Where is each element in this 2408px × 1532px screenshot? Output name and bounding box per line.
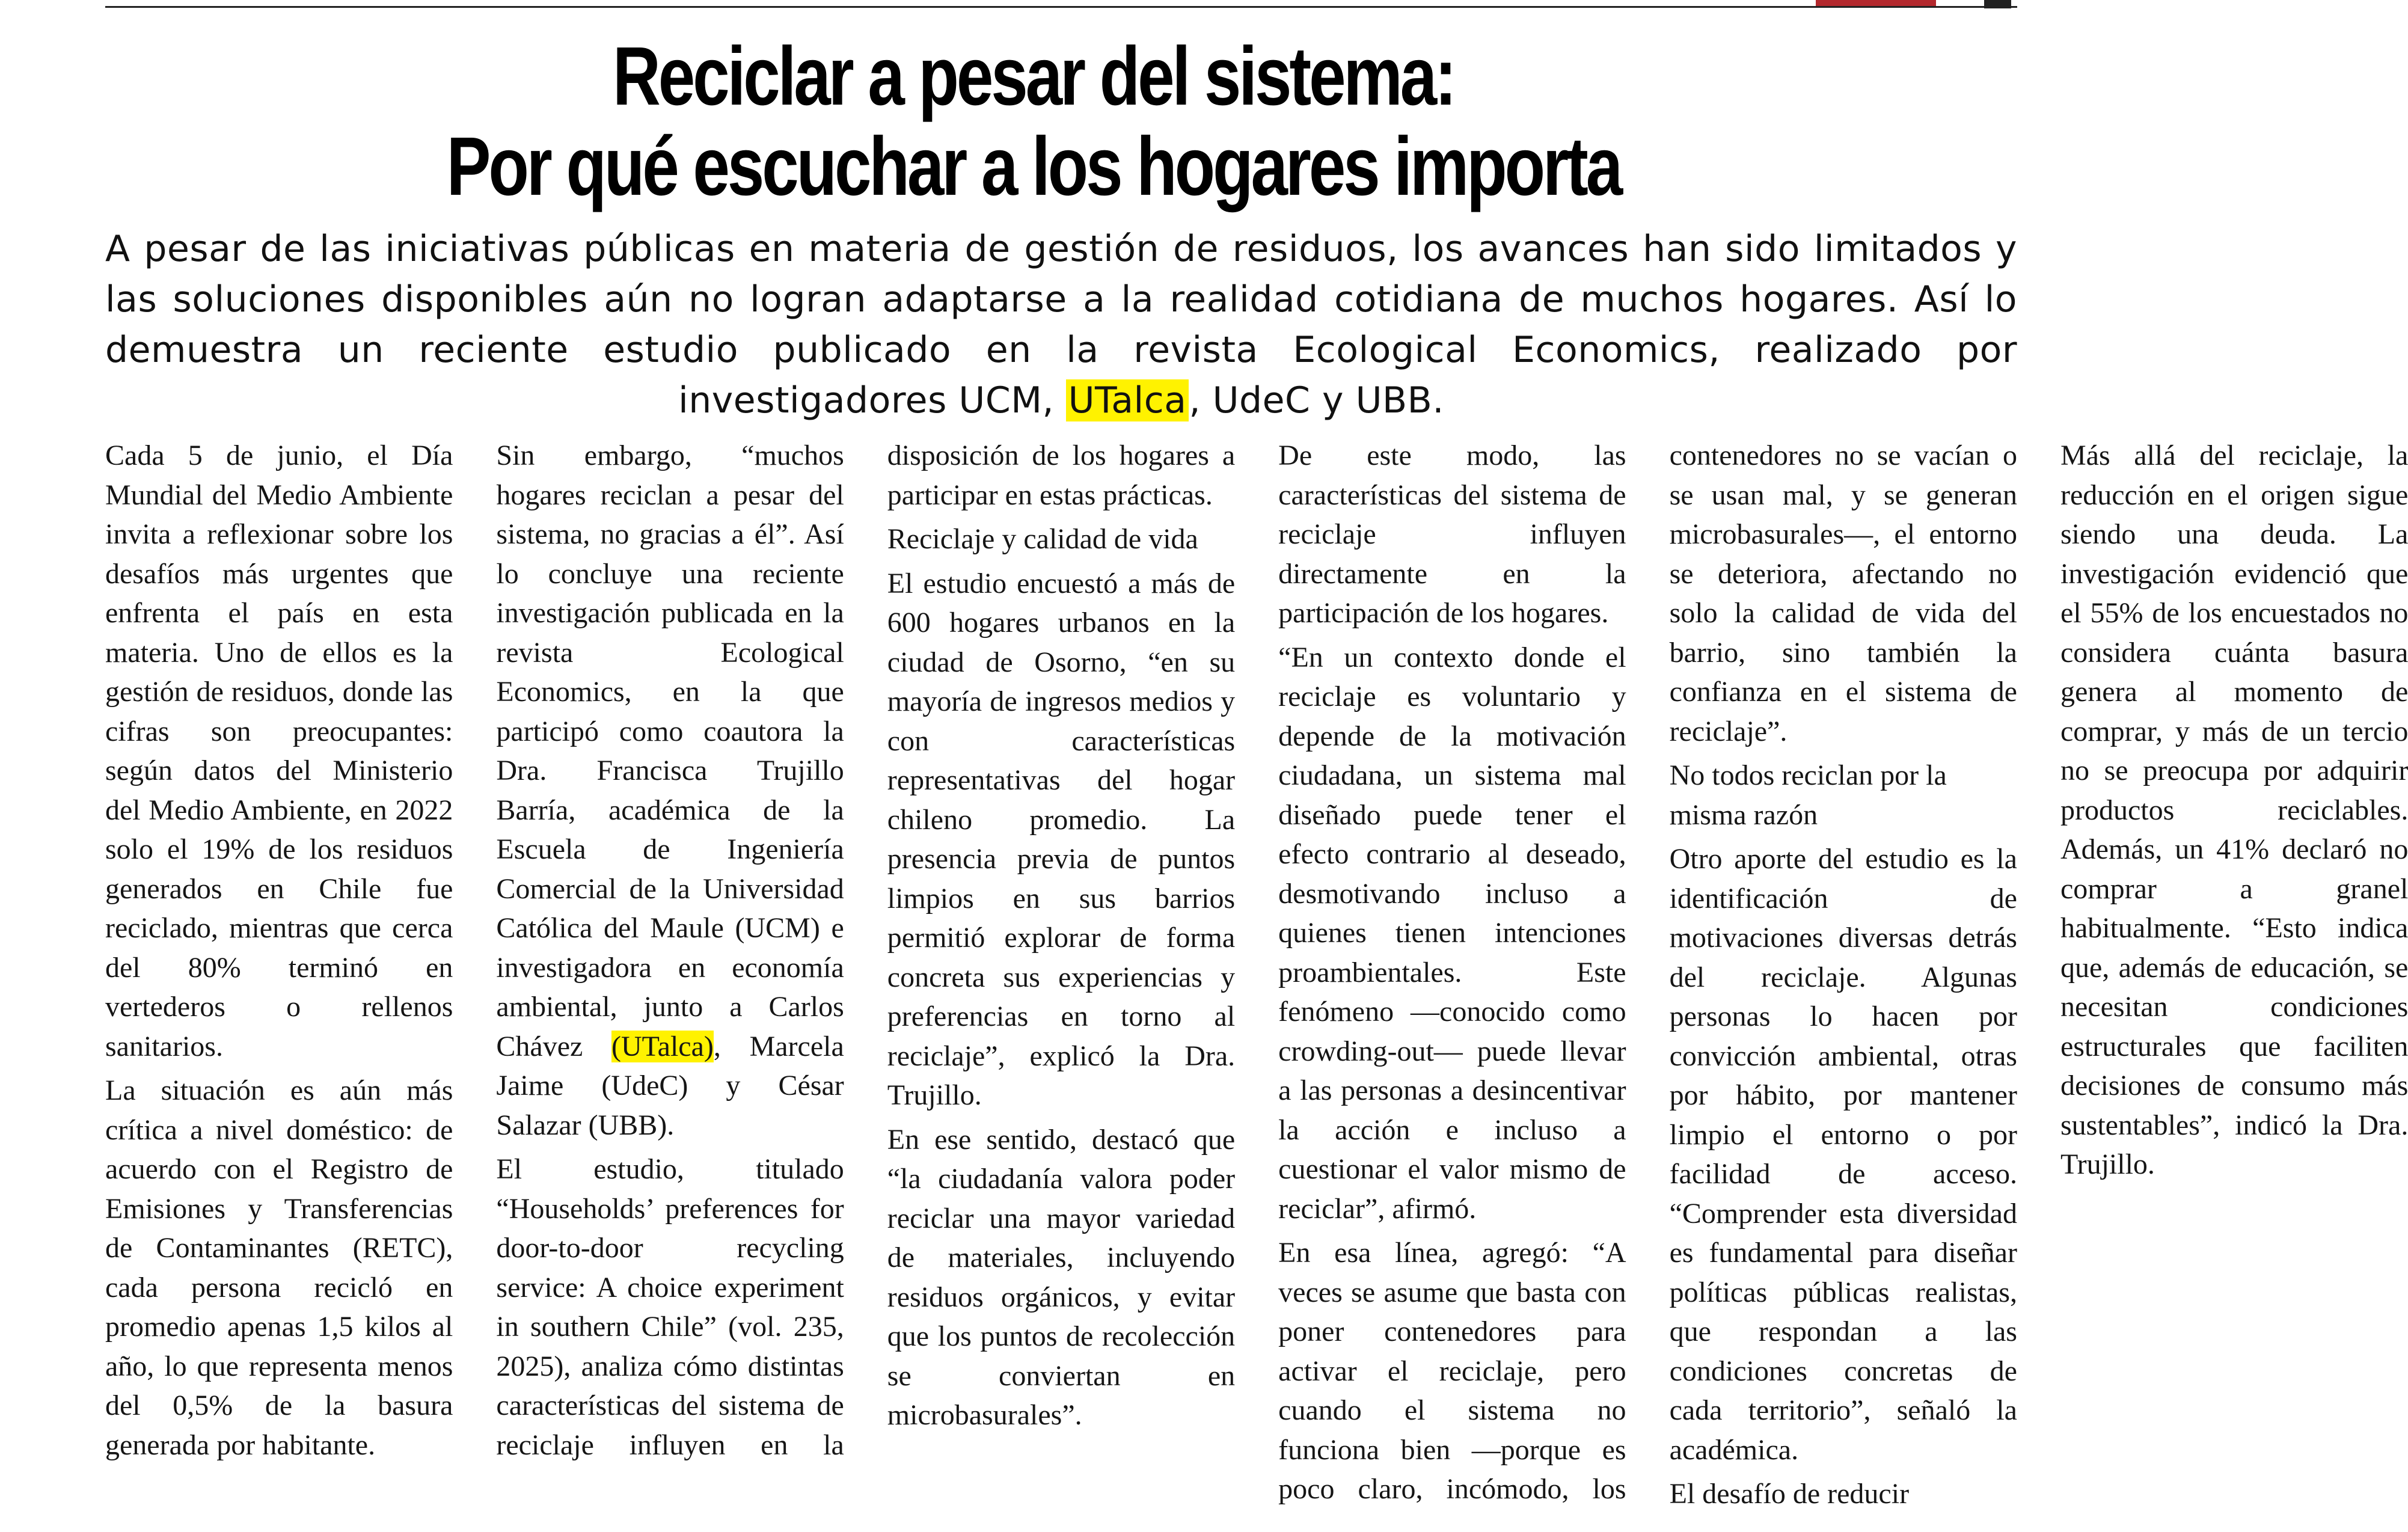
subheading: El desafío de reducir [1669,1478,1910,1510]
lead-text: A pesar de las iniciativas públicas en materia de gestión de residuos, los avances han sido limitados y las soluciones disponibles aún no logran adaptarse a la realidad cotidiana de muchos hogares. Así lo demuestra un reciente estudio publicado en la revista Ecological Economics, realizado por investigadores UCM, [105,228,2017,421]
body-paragraph [496,436,844,1145]
body-paragraph: La situación es aún más crítica a nivel doméstico: de acuerdo con el Registro de Emisiones y Transferencias de Contaminantes (RETC), cada persona recicló en promedio apenas 1,5 kilos al año, lo que representa menos del 0,5% de la basura generada por habitante. [105,1074,453,1461]
body-text: Sin embargo, “muchos hogares reciclan a pesar del sistema, no gracias a él”. Así lo concluye una reciente investigación publicada en la revista Ecological Economics, en la que participó como coautora la Dra. Francisca Trujillo Barría, académica de la Escuela de Ingeniería Comercial de la Universidad Católica del Maule (UCM) e investigadora en economía ambiental, junto a Carlos Chávez [496,440,844,1062]
body-paragraph: De este modo, las características del sistema de reciclaje influyen directamente en la participación de los hogares. [1278,440,1626,629]
body-highlight: (UTalca) [611,1030,714,1062]
article-body [105,436,2408,1518]
subheading: No todos reciclan por la misma razón [1669,759,1947,831]
lead-highlight: UTalca [1066,379,1189,421]
top-rule [105,6,2017,8]
body-paragraph: En esa línea, agregó: “A veces se asume que basta con poner contenedores para activar el reciclaje, pero cuando el sistema no funciona bien —porque es poco claro, incómodo, los contenedores no se vacían o se usan mal, y se generan microbasurales—, el entorno se deteriora, afectando no solo la calidad de vida del barrio, sino también la confianza en el sistema de reciclaje”. [1278,440,2017,1505]
subheading: Reciclaje y calidad de vida [887,523,1198,555]
lead-text-end: , UdeC y UBB. [1189,379,1444,421]
headline-line-1: Reciclar a pesar del sistema: [613,30,1454,123]
body-paragraph: Otro aporte del estudio es la identificación de motivaciones diversas detrás del reciclaje. Algunas personas lo hacen por convicción ambiental, otras por hábito, por mantener limpio el entorno o por facilidad de acceso. “Comprender esta diversidad es fundamental para diseñar políticas públicas realistas, que respondan a las condiciones concretas de cada territorio”, señaló la académica. [1669,843,2017,1466]
lead-paragraph [105,224,2017,426]
body-paragraph: Cada 5 de junio, el Día Mundial del Medio Ambiente invita a reflexionar sobre los desafíos más urgentes que enfrenta el país en esta materia. Uno de ellos es la gestión de residuos, donde las cifras son preocupantes: según datos del Ministerio del Medio Ambiente, en 2022 solo el 19% de los residuos generados en Chile fue reciclado, mientras que cerca del 80% terminó en vertederos o rellenos sanitarios. [105,440,453,1062]
body-paragraph: El estudio encuestó a más de 600 hogares urbanos en la ciudad de Osorno, “en su mayoría de ingresos medios y con características representativas del hogar chileno promedio. La presencia previa de puntos limpios en sus barrios permitió explorar de forma concreta sus experiencias y preferencias en torno al reciclaje”, explicó la Dra. Trujillo. [887,567,1236,1111]
body-paragraph: En ese sentido, destacó que “la ciudadanía valora poder reciclar una mayor variedad de materiales, incluyendo residuos orgánicos, y evitar que los puntos de recolección se conviertan en microbasurales”. [887,1123,1236,1431]
headline [207,31,1860,212]
headline-line-2: Por qué escuchar a los hogares importa [446,120,1621,213]
page-corner-mark [1984,0,2011,8]
section-color-tab [1816,0,1936,6]
body-paragraph: El estudio, titulado “Households’ preferences for door-to-door recycling service: A choice experiment in southern Chile” (vol. 235, 2025), analiza cómo distintas características del sistema de reciclaje influyen en la disposición de los hogares a participar en estas prácticas. [496,440,1236,1461]
body-text: , Marcela Jaime (UdeC) y César Salazar (UBB). [496,1030,844,1141]
body-paragraph: Más allá del reciclaje, la reducción en el origen sigue siendo una deuda. La investigación evidenció que el 55% de los encuestados no considera cuánta basura genera al momento de comprar, y más de un tercio no se preocupa por adquirir productos reciclables. Además, un 41% declaró no comprar a granel habitualmente. “Esto indica que, además de educación, se necesitan condiciones estructurales que faciliten decisiones de consumo más sustentables”, indicó la Dra. Trujillo. [2060,440,2408,1180]
body-paragraph: “En un contexto donde el reciclaje es voluntario y depende de la motivación ciudadana, un sistema mal diseñado puede tener el efecto contrario al deseado, desmotivando incluso a quienes tienen intenciones proambientales. Este fenómeno —conocido como crowding-out— puede llevar a las personas a desincentivar la acción e incluso a cuestionar el valor mismo de reciclar”, afirmó. [1278,641,1626,1225]
